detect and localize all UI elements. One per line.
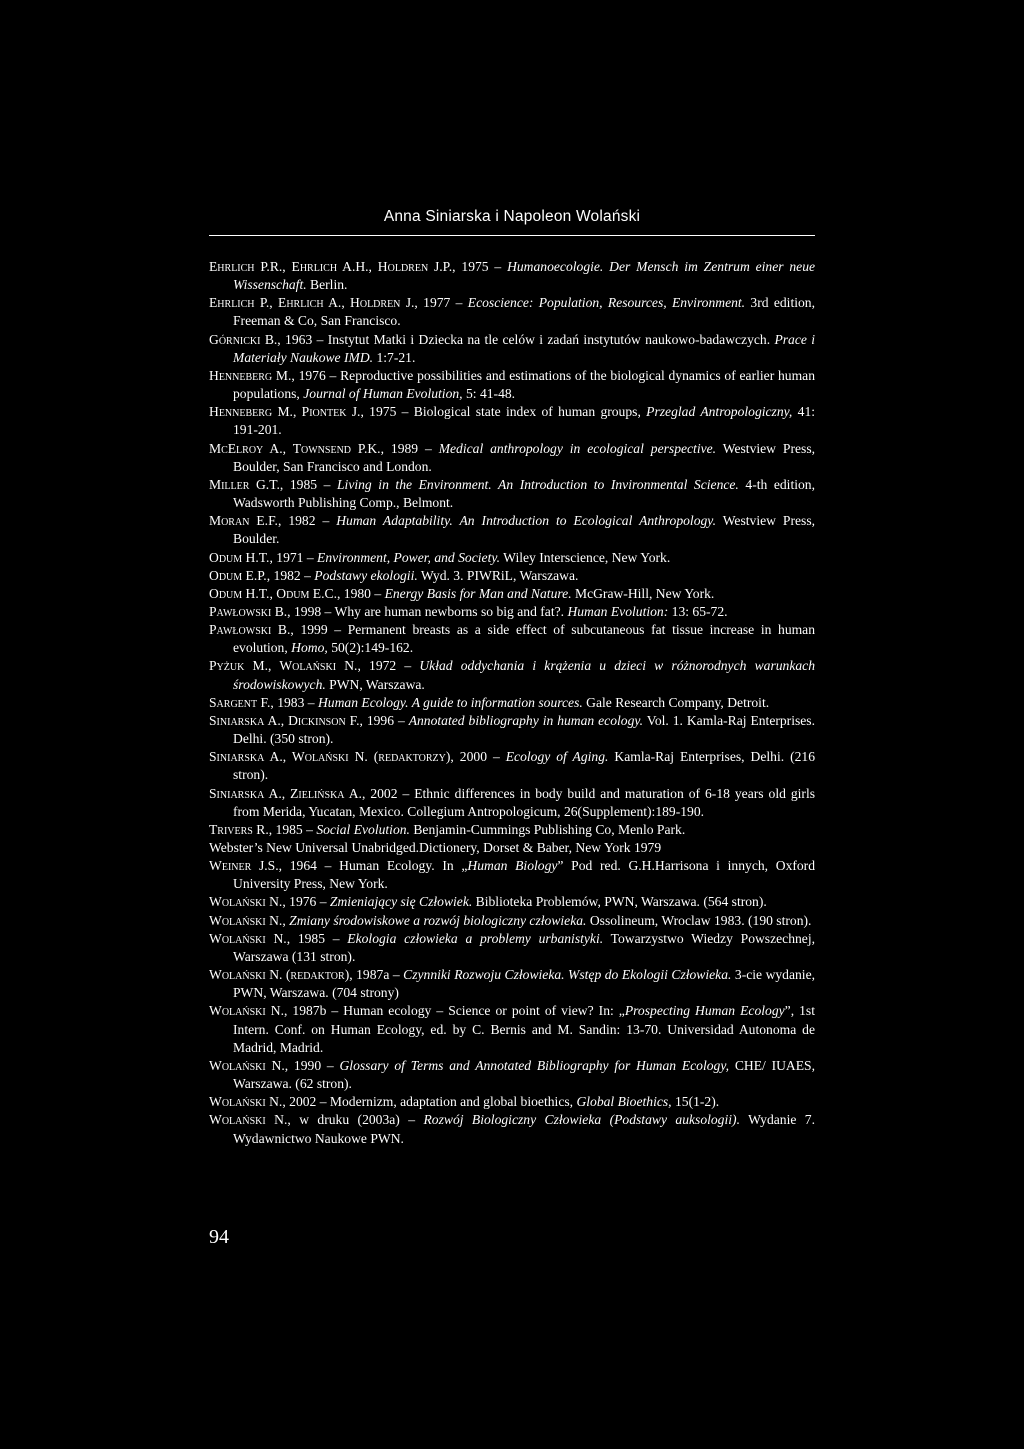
reference-entry: Odum H.T., Odum E.C., 1980 – Energy Basis for Man and Nature. McGraw-Hill, New York. [209, 585, 715, 601]
reference-year: w druku (2003a) [299, 1112, 400, 1128]
reference-journal: Prospecting Human Ecology [624, 1003, 785, 1019]
reference-title: Ecology of Aging. [505, 749, 609, 765]
reference-year: 1964 [289, 858, 317, 874]
reference-entry: Siniarska A., Zielińska A., 2002 – Ethnic differences in body build and maturation of 6-18 years old girls from Merida, Yucatan, Mexico. Collegium Antropologicum, 26(Supplement):189-190. [209, 785, 816, 819]
reference-authors: Wolański N. [209, 930, 287, 946]
reference-year: 1975 [461, 259, 489, 274]
reference-year: 1971 [276, 549, 304, 565]
reference-details: Biblioteka Problemów, PWN, Warszawa. (564 stron). [472, 894, 767, 910]
reference-details: Permanent breasts as a side effect of subcutaneous fat tissue increase in human evolution, [233, 622, 816, 656]
reference-details: Human ecology – Science or point of view? In: „ [343, 1003, 625, 1019]
reference-details: 3-cie wydanie, PWN, Warszawa. (704 strony) [233, 967, 816, 1001]
reference-authors: Górnicki B. [209, 331, 278, 347]
reference-pages: ”, 1st Intern. Conf. on Human Ecology, ed. by C. Bernis and M. Sandin: 13-70. Universidad Autonoma de Madrid, Madrid. [233, 1003, 815, 1055]
reference-details: Wydanie 7. Wydawnictwo Naukowe PWN. [233, 1112, 816, 1146]
reference-title: Living in the Environment. An Introduction to Invironmental Science. [336, 476, 739, 492]
reference-details: Ethnic differences in body build and maturation of 6-18 years old girls from Merida, Yucatan, Mexico. Collegium Antropologicum, 26(Supplement):189-190. [233, 785, 816, 819]
reference-entry: Wolański N., 1985 – Ekologia człowieka a problemy urbanistyki. Towarzystwo Wiedzy Powszechnej, Warszawa (131 stron). [209, 930, 815, 964]
reference-title: Energy Basis for Man and Nature. [384, 585, 572, 601]
reference-year: 2002 [289, 1094, 317, 1110]
reference-pages: 41: 191-201. [233, 404, 816, 438]
reference-title: Medical anthropology in ecological perspective. [438, 440, 717, 456]
reference-entry: Henneberg M., 1976 – Reproductive possibilities and estimations of the biological dynamics of earlier human populations, Journal of Human Evolution, 5: 41-48. [209, 367, 815, 402]
reference-journal: Homo, [291, 640, 328, 656]
reference-year: 1998 [293, 603, 322, 619]
reference-authors: Trivers R. [209, 821, 269, 837]
reference-year: 1977 [423, 295, 451, 311]
reference-details: Kamla-Raj Enterprises, Delhi. (216 stron). [233, 749, 816, 783]
reference-year: 1982 [288, 513, 316, 529]
reference-year: 1983 [277, 694, 305, 710]
reference-entry: Trivers R., 1985 – Social Evolution. Benjamin-Cummings Publishing Co, Menlo Park. [209, 821, 686, 837]
reference-details: Wyd. 3. PIWRiL, Warszawa. [417, 567, 579, 583]
reference-title: Annotated bibliography in human ecology. [408, 712, 644, 728]
reference-year: 1989 [390, 440, 419, 456]
reference-title: Ekologia człowieka a problemy urbanistyki. [347, 930, 604, 946]
reference-title: Social Evolution. [316, 821, 410, 837]
reference-details: Towarzystwo Wiedzy Powszechnej, Warszawa (131 stron). [233, 930, 815, 964]
reference-title: Humanoecologie. Der Mensch im Zentrum einer neue Wissenschaft. [233, 259, 816, 293]
reference-entry [209, 839, 815, 857]
reference-title: Zmieniający się Człowiek. [329, 894, 473, 910]
reference-entry: Wolański N., 1987b – Human ecology – Science or point of view? In: „Prospecting Human Ecology”, 1st Intern. Conf. on Human Ecology, ed. by C. Bernis and M. Sandin: 13-70. Universidad Autonoma de Madrid, Madrid. [209, 1003, 815, 1055]
reference-authors: Miller G.T. [209, 476, 280, 492]
reference-year: 1963 [285, 331, 313, 347]
reference-details: Berlin. [306, 277, 348, 293]
reference-year: 1985 [297, 930, 326, 946]
reference-authors: Wolański N. [209, 1057, 285, 1073]
reference-details: Reproductive possibilities and estimations of the biological dynamics of earlier human populations, [233, 367, 815, 402]
reference-year: 1972 [369, 658, 397, 674]
reference-details: 4-th edition, Wadsworth Publishing Comp., Belmont. [233, 476, 816, 511]
reference-authors: Ehrlich P., Ehrlich A., Holdren J. [209, 295, 415, 311]
reference-details: PWN, Warszawa. [325, 676, 425, 692]
reference-authors: Wolański N. [209, 1003, 284, 1019]
reference-details: McGraw-Hill, New York. [571, 585, 715, 601]
page-number: 94 [209, 1226, 229, 1248]
reference-entry: Odum E.P., 1982 – Podstawy ekologii. Wyd. 3. PIWRiL, Warszawa. [209, 567, 579, 583]
reference-entry: Ehrlich P., Ehrlich A., Holdren J., 1977 – Ecoscience: Population, Resources, Environment. 3rd edition, Freeman & Co, San Francisco. [209, 295, 815, 329]
reference-authors: Sargent F. [209, 694, 271, 710]
reference-entry: Pawłowski B., 1999 – Permanent breasts as a side effect of subcutaneous fat tissue increase in human evolution, Homo, 50(2):149-162. [209, 622, 816, 656]
reference-authors: Wolański N. [209, 1112, 288, 1128]
reference-authors: McElroy A., Townsend P.K. [209, 440, 381, 456]
reference-year: 1985 [275, 821, 303, 837]
reference-authors: Henneberg M. [209, 367, 292, 383]
reference-pages: ” Pod red. G.H.Harrisona i innych, Oxford University Press, New York. [233, 858, 816, 892]
reference-title: Environment, Power, and Society. [317, 549, 501, 565]
reference-entry: Wolański N., 2002 – Modernizm, adaptation and global bioethics, Global Bioethics, 15(1-2). [209, 1094, 720, 1110]
reference-pages: 50(2):149-162. [327, 640, 414, 656]
reference-details: Human Ecology. In „ [339, 858, 468, 874]
reference-details: Instytut Matki i Dziecka na tle celów i zadań instytutów naukowo-badawczych. [327, 331, 775, 347]
reference-year: 1987a [356, 967, 390, 983]
reference-authors: Henneberg M., Piontek J. [209, 404, 361, 420]
reference-authors: Ehrlich P.R., Ehrlich A.H., Holdren J.P. [209, 259, 453, 274]
reference-year: 1982 [273, 567, 301, 583]
reference-details: Westview Press, Boulder, San Francisco and London. [233, 440, 816, 474]
reference-journal: Global Bioethics, [576, 1094, 672, 1110]
reference-pages: 1:7-21. [373, 349, 416, 365]
reference-pages: 5: 41-48. [462, 386, 516, 402]
reference-entry: McElroy A., Townsend P.K., 1989 – Medical anthropology in ecological perspective. Westview Press, Boulder, San Francisco and London. [209, 440, 816, 474]
reference-entry: Wolański N., Zmiany środowiskowe a rozwój biologiczny człowieka. Ossolineum, Wroclaw 1983. (190 stron). [209, 912, 812, 928]
reference-authors: Weiner J.S. [209, 858, 279, 874]
reference-entry: Wolański N. (redaktor), 1987a – Czynniki Rozwoju Człowieka. Wstęp do Ekologii Człowieka. 3-cie wydanie, PWN, Warszawa. (704 strony) [209, 967, 816, 1001]
reference-authors: Pawłowski B. [209, 622, 291, 638]
reference-authors: Pawłowski B. [209, 603, 288, 619]
reference-details: Modernizm, adaptation and global bioethics, [329, 1094, 577, 1110]
reference-year: 1976 [289, 894, 317, 910]
reference-details: Wiley Interscience, New York. [500, 549, 671, 565]
reference-year: 1990 [293, 1057, 322, 1073]
reference-authors: Odum H.T. [209, 549, 270, 565]
reference-details: Vol. 1. Kamla-Raj Enterprises. Delhi. (350 stron). [233, 712, 815, 747]
reference-journal: Przeglad Antropologiczny, [646, 404, 793, 420]
reference-year: 1985 [289, 476, 318, 492]
reference-entry: Moran E.F., 1982 – Human Adaptability. An Introduction to Ecological Anthropology. Westview Press, Boulder. [209, 513, 816, 547]
reference-journal: Human Evolution: [567, 603, 669, 619]
reference-text: Webster’s New Universal Unabridged.Dictionery, Dorset & Baber, New York 1979 [209, 840, 662, 855]
reference-entry: Górnicki B., 1963 – Instytut Matki i Dziecka na tle celów i zadań instytutów naukowo-badawczych. Prace i Materiały Naukowe IMD. 1:7-21. [209, 331, 816, 365]
reference-entry: Pawłowski B., 1998 – Why are human newborns so big and fat?. Human Evolution: 13: 65-72. [209, 603, 728, 619]
reference-entry: Wolański N., 1976 – Zmieniający się Człowiek. Biblioteka Problemów, PWN, Warszawa. (564 stron). [209, 894, 767, 910]
reference-authors: Moran E.F. [209, 513, 278, 529]
reference-authors: Wolański N. [209, 1094, 283, 1110]
reference-authors: Wolański N. (redaktor) [209, 967, 350, 983]
reference-entry: Siniarska A., Wolański N. (redaktorzy), 2000 – Ecology of Aging. Kamla-Raj Enterprises, Delhi. (216 stron). [209, 749, 816, 783]
reference-authors: Odum E.P. [209, 567, 267, 583]
reference-journal: Prace i Materiały Naukowe IMD. [233, 331, 816, 365]
reference-entry: Siniarska A., Dickinson F., 1996 – Annotated bibliography in human ecology. Vol. 1. Kamla-Raj Enterprises. Delhi. (350 stron). [209, 712, 815, 747]
reference-authors: Wolański N. [209, 894, 283, 910]
reference-entry: Pyżuk M., Wolański N., 1972 – Układ oddychania i krążenia u dzieci w różnorodnych warunkach środowiskowych. PWN, Warszawa. [209, 658, 815, 692]
reference-authors: Wolański N. [209, 912, 283, 928]
reference-authors: Siniarska A., Wolański N. (redaktorzy) [209, 749, 451, 765]
reference-pages: 15(1-2). [671, 1094, 720, 1110]
reference-details: Gale Research Company, Detroit. [582, 694, 770, 710]
reference-details: Biological state index of human groups, [413, 404, 647, 420]
reference-title: Human Ecology. A guide to information sources. [317, 694, 583, 710]
reference-details: Why are human newborns so big and fat?. [334, 603, 568, 619]
reference-authors: Siniarska A., Zielińska A. [209, 785, 362, 801]
reference-entry: Wolański N., w druku (2003a) – Rozwój Biologiczny Człowieka (Podstawy auksologii). Wydanie 7. Wydawnictwo Naukowe PWN. [209, 1112, 816, 1146]
reference-entry: Wolański N., 1990 – Glossary of Terms and Annotated Bibliography for Human Ecology, CHE/ IUAES, Warszawa. (62 stron). [209, 1057, 815, 1092]
reference-title: Human Adaptability. An Introduction to Ecological Anthropology. [336, 513, 716, 529]
reference-details: Ossolineum, Wroclaw 1983. (190 stron). [586, 912, 812, 928]
reference-pages: 13: 65-72. [668, 603, 728, 619]
reference-year: 1976 [298, 367, 326, 383]
reference-title: Ecoscience: Population, Resources, Environment. [467, 295, 746, 311]
reference-title: Zmiany środowiskowe a rozwój biologiczny człowieka. [289, 912, 587, 928]
reference-year: 2000 [459, 749, 487, 765]
reference-authors: Pyżuk M., Wolański N. [209, 658, 358, 674]
reference-details: Westview Press, Boulder. [233, 513, 816, 547]
reference-year: 1987b [292, 1003, 327, 1019]
reference-title: Podstawy ekologii. [314, 567, 418, 583]
reference-title: Rozwój Biologiczny Człowieka (Podstawy auksologii). [423, 1112, 740, 1128]
reference-year: 2002 [370, 785, 398, 801]
reference-authors: Siniarska A., Dickinson F. [209, 712, 360, 728]
reference-year: 1999 [300, 622, 328, 638]
reference-entry: Miller G.T., 1985 – Living in the Environment. An Introduction to Invironmental Science. 4-th edition, Wadsworth Publishing Comp., Belmont. [209, 476, 816, 511]
reference-year: 1996 [366, 712, 395, 728]
reference-entry: Henneberg M., Piontek J., 1975 – Biological state index of human groups, Przeglad Antropologiczny, 41: 191-201. [209, 404, 816, 438]
reference-authors: Odum H.T., Odum E.C. [209, 585, 337, 601]
reference-year: 1975 [369, 404, 397, 420]
reference-entry: Ehrlich P.R., Ehrlich A.H., Holdren J.P., 1975 – Humanoecologie. Der Mensch im Zentrum einer neue Wissenschaft. Berlin. [209, 259, 816, 293]
reference-details: Benjamin-Cummings Publishing Co, Menlo Park. [409, 821, 686, 837]
reference-journal: Journal of Human Evolution, [303, 386, 463, 402]
reference-journal: Human Biology [467, 858, 558, 874]
reference-entry: Sargent F., 1983 – Human Ecology. A guide to information sources. Gale Research Company, Detroit. [209, 694, 770, 710]
reference-details: 3rd edition, Freeman & Co, San Francisco. [233, 295, 815, 329]
header-rule [209, 235, 815, 236]
reference-title: Czynniki Rozwoju Człowieka. Wstęp do Ekologii Człowieka. [403, 967, 732, 983]
reference-list [209, 258, 815, 1148]
reference-year: 1980 [343, 585, 371, 601]
reference-entry: Odum H.T., 1971 – Environment, Power, and Society. Wiley Interscience, New York. [209, 549, 671, 565]
reference-title: Glossary of Terms and Annotated Bibliography for Human Ecology, [339, 1057, 730, 1073]
reference-title: Układ oddychania i krążenia u dzieci w różnorodnych warunkach środowiskowych. [233, 658, 815, 692]
reference-details: CHE/ IUAES, Warszawa. (62 stron). [233, 1057, 815, 1092]
running-head: Anna Siniarska i Napoleon Wolański [383, 208, 641, 225]
reference-entry: Weiner J.S., 1964 – Human Ecology. In „Human Biology” Pod red. G.H.Harrisona i innych, Oxford University Press, New York. [209, 858, 816, 892]
